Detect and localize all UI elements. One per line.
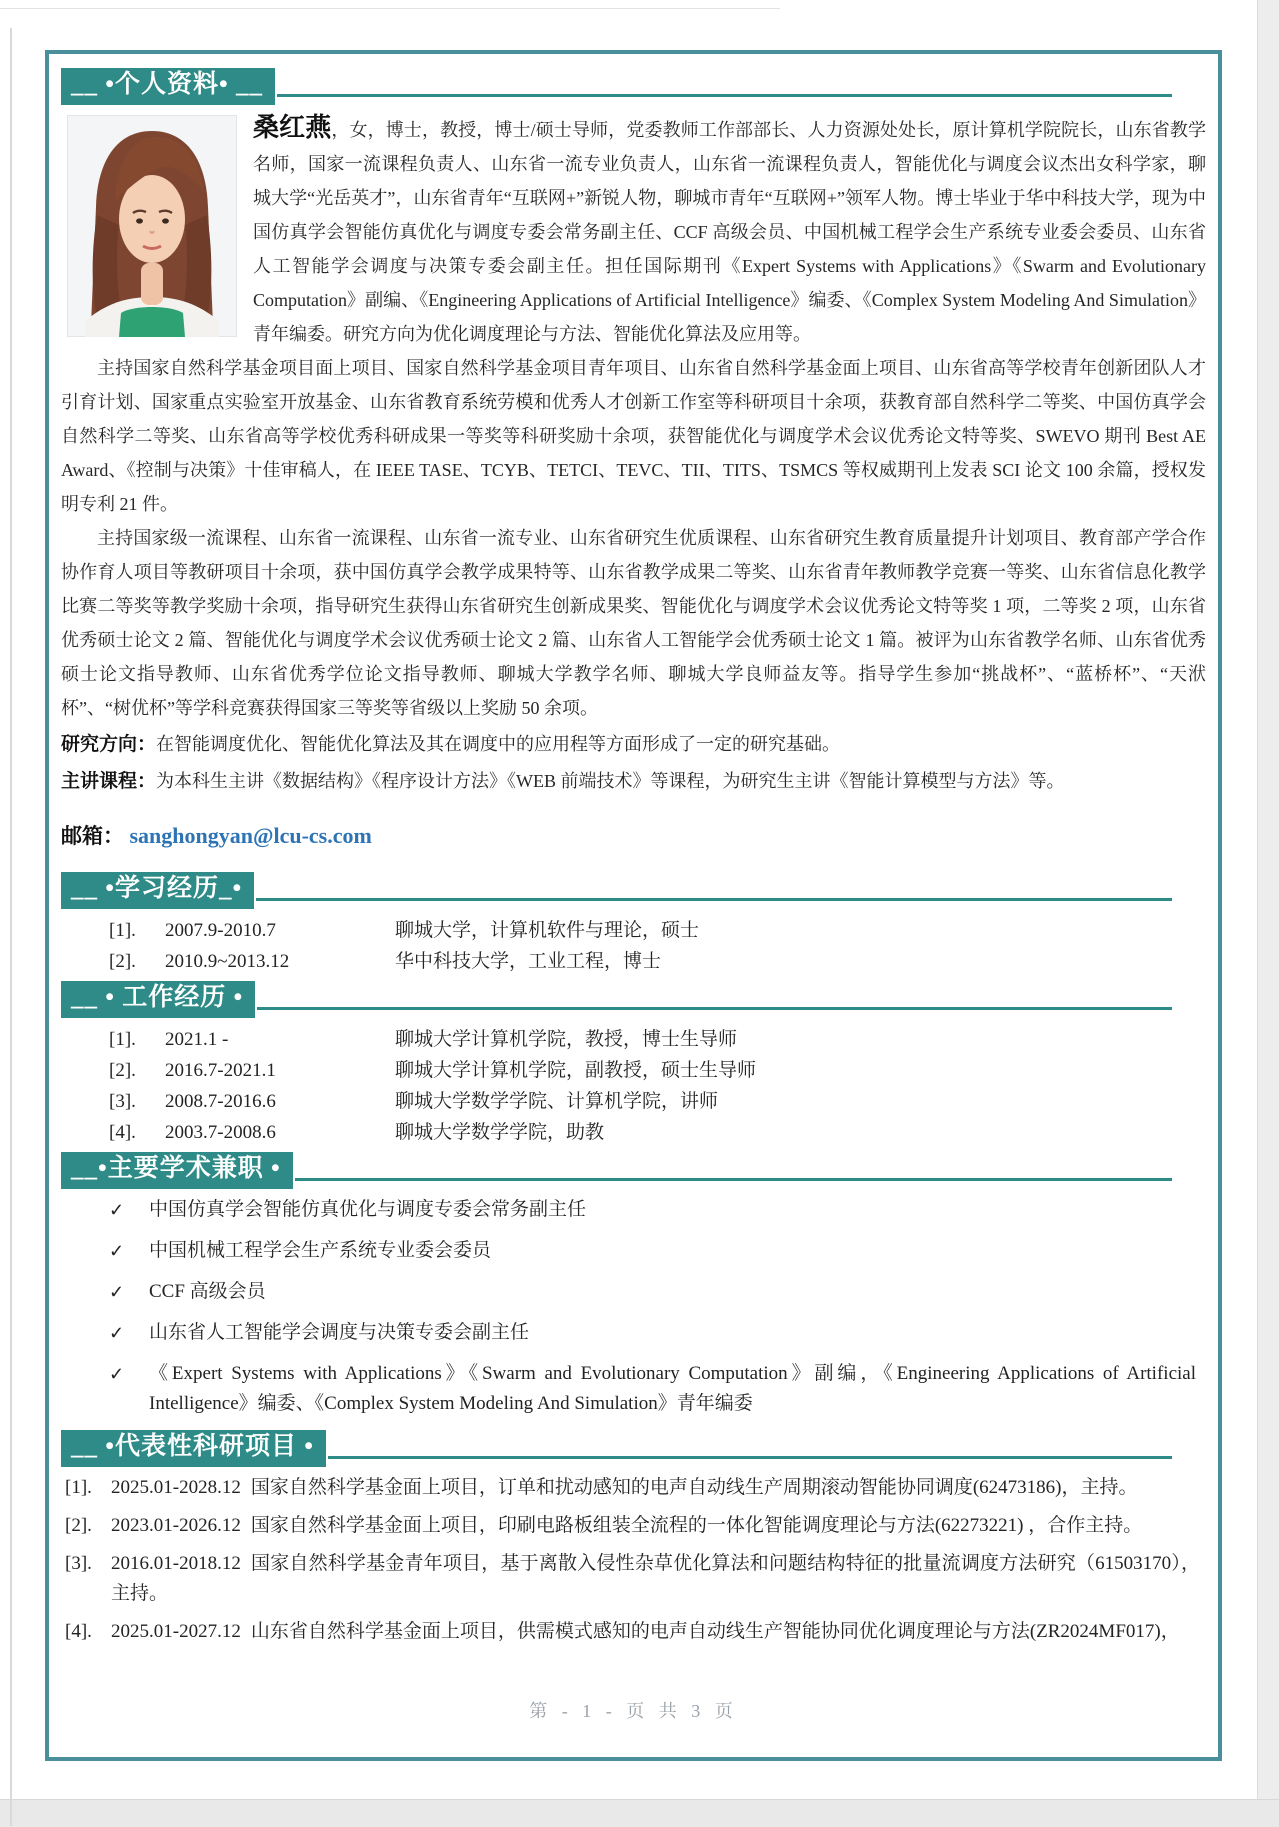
project-period: 2016.01-2018.12 (111, 1553, 241, 1574)
research-direction-text: 在智能调度优化、智能优化算法及其在调度中的应用程等方面形成了一定的研究基础。 (156, 734, 841, 754)
scan-edge-bottom (0, 1799, 1279, 1827)
section-header-profile (61, 68, 1206, 105)
section-rule-positions (295, 1178, 1172, 1181)
position-item (61, 1359, 1206, 1419)
row-detail: 聊城大学，计算机软件与理论，硕士 (395, 920, 700, 941)
row-number: [4]. (109, 1122, 136, 1143)
research-direction-line (61, 727, 1206, 762)
row-period: 2021.1 - (165, 1029, 229, 1050)
projects-list (61, 1473, 1206, 1647)
project-description: 国家自然科学基金面上项目，印刷电路板组装全流程的一体化智能调度理论与方法(62273221) ，合作主持。 (250, 1515, 1143, 1536)
section-rule-profile (277, 94, 1172, 97)
courses-line (61, 764, 1206, 799)
portrait-photo-placeholder (67, 115, 237, 337)
project-description: 国家自然科学基金青年项目，基于离散入侵性杂草优化算法和问题结构特征的批量流调度方法研究（61503170），主持。 (111, 1553, 1200, 1604)
education-list (61, 915, 1206, 977)
row-detail: 聊城大学计算机学院，副教授，硕士生导师 (395, 1060, 757, 1081)
position-item (61, 1195, 1206, 1225)
section-rule-work (257, 1007, 1172, 1010)
work-row (61, 1024, 1206, 1055)
project-number: [3]. (65, 1553, 92, 1574)
row-detail: 聊城大学计算机学院，教授，博士生导师 (395, 1029, 738, 1050)
position-item (61, 1277, 1206, 1307)
row-period: 2016.7-2021.1 (165, 1060, 276, 1081)
check-icon: ✓ (109, 1241, 125, 1261)
project-period: 2025.01-2027.12 (111, 1621, 241, 1642)
position-text: 中国机械工程学会生产系统专业委会委员 (149, 1240, 492, 1261)
section-header-projects (61, 1430, 1206, 1467)
work-list (61, 1024, 1206, 1148)
position-text: CCF 高级会员 (149, 1281, 266, 1302)
row-period: 2007.9-2010.7 (165, 920, 276, 941)
work-row (61, 1117, 1206, 1148)
row-number: [2]. (109, 951, 136, 972)
profile-intro-text: ，女，博士，教授，博士/硕士导师，党委教师工作部部长、人力资源处处长，原计算机学院院长，山东省教学名师，国家一流课程负责人、山东省一流专业负责人，山东省一流课程负责人，智能优化与调度会议杰出女科学家，聊城大学“光岳英才”，山东省青年“互联网+”新锐人物，聊城市青年“互联网+”领军人物。博士毕业于华中科技大学，现为中国仿真学会智能仿真优化与调度专委会常务副主任、CCF 高级会员、中国机械工程学会生产系统专业委会委员、山东省人工智能学会调度与决策专委会副主任。担任国际期刊《Expert Systems with Applications》《Swarm and Evolutionary Computation》副编、《Engineering Applications of Artificial Intelligence》编委、《Complex System Modeling And Simulation》青年编委。研究方向为优化调度理论与方法、智能优化算法及应用等。 (253, 120, 1206, 344)
row-period: 2008.7-2016.6 (165, 1091, 276, 1112)
row-number: [3]. (109, 1091, 136, 1112)
education-row (61, 946, 1206, 977)
section-rule-education (256, 898, 1172, 901)
section-header-education (61, 872, 1206, 909)
position-text: 《Expert Systems with Applications》《Swarm and Evolutionary Computation》副编，《Engineering Applications of Artificial Intelligence》编委、《Complex System Modeling And Simulation》青年编委 (149, 1363, 1196, 1414)
email-label: 邮箱： (61, 825, 124, 848)
email-link[interactable]: sanghongyan@lcu-cs.com (129, 823, 372, 848)
research-direction-label: 研究方向： (61, 734, 157, 755)
section-header-work (61, 981, 1206, 1018)
project-period: 2023.01-2026.12 (111, 1515, 241, 1536)
row-detail: 华中科技大学，工业工程，博士 (395, 951, 662, 972)
profile-teaching-achievements: 主持国家级一流课程、山东省一流课程、山东省一流专业、山东省研究生优质课程、山东省研究生教育质量提升计划项目、教育部产学合作协作育人项目等教研项目十余项，获中国仿真学会教学成果特等、山东省教学成果二等奖、山东省青年教师教学竞赛一等奖、山东省信息化教学比赛二等奖等教学奖励十余项，指导研究生获得山东省研究生创新成果奖、智能优化与调度学术会议优秀论文特等奖 1 项，二等奖 2 项，山东省优秀硕士论文 2 篇、智能优化与调度学术会议优秀硕士论文 2 篇、山东省人工智能学会优秀硕士论文 1 篇。被评为山东省教学名师、山东省优秀硕士论文指导教师、山东省优秀学位论文指导教师、聊城大学教学名师、聊城大学良师益友等。指导学生参加“挑战杯”、“蓝桥杯”、“天洑杯”、“树优杯”等学科竞赛获得国家三等奖等省级以上奖励 50 余项。 (61, 528, 1206, 718)
check-icon: ✓ (109, 1282, 125, 1302)
position-item (61, 1318, 1206, 1348)
row-number: [2]. (109, 1060, 136, 1081)
project-item (61, 1511, 1206, 1541)
position-item (61, 1236, 1206, 1266)
section-title-profile: __ •个人资料• __ (61, 68, 275, 105)
spacer (61, 852, 1206, 872)
section-rule-projects (328, 1456, 1172, 1459)
section-header-positions (61, 1152, 1206, 1189)
section-title-work: __ • 工作经历 • (61, 981, 255, 1018)
work-row (61, 1055, 1206, 1086)
position-text: 中国仿真学会智能仿真优化与调度专委会常务副主任 (149, 1199, 587, 1220)
section-title-projects: __ •代表性科研项目 • (61, 1430, 326, 1467)
check-icon: ✓ (109, 1200, 125, 1220)
project-item (61, 1473, 1206, 1503)
scan-edge-right (1257, 0, 1279, 1826)
person-name: 桑红燕 (253, 113, 332, 142)
scan-edge-top-line (0, 8, 780, 9)
row-number: [1]. (109, 920, 136, 941)
courses-text: 为本科生主讲《数据结构》《程序设计方法》《WEB 前端技术》等课程，为研究生主讲《智能计算模型与方法》等。 (156, 771, 1065, 791)
row-detail: 聊城大学数学学院，助教 (395, 1122, 605, 1143)
project-number: [2]. (65, 1515, 92, 1536)
project-description: 山东省自然科学基金面上项目，供需模式感知的电声自动线生产智能协同优化调度理论与方法(ZR2024MF017)， (250, 1621, 1180, 1642)
positions-list (61, 1195, 1206, 1419)
courses-label: 主讲课程： (61, 771, 157, 792)
project-description: 国家自然科学基金面上项目，订单和扰动感知的电声自动线生产周期滚动智能协同调度(62473186)，主持。 (250, 1477, 1138, 1498)
page-footer: 第 - 1 - 页 共 3 页 (529, 1701, 738, 1721)
row-period: 2010.9~2013.12 (165, 951, 290, 972)
project-number: [4]. (65, 1621, 92, 1642)
email-line (61, 821, 1206, 852)
work-row (61, 1086, 1206, 1117)
project-number: [1]. (65, 1477, 92, 1498)
row-number: [1]. (109, 1029, 136, 1050)
education-row (61, 915, 1206, 946)
page-frame (45, 50, 1222, 1761)
profile-photo (67, 115, 237, 337)
project-item (61, 1549, 1206, 1609)
position-text: 山东省人工智能学会调度与决策专委会副主任 (149, 1322, 530, 1343)
profile-research-achievements: 主持国家自然科学基金项目面上项目、国家自然科学基金项目青年项目、山东省自然科学基金面上项目、山东省高等学校青年创新团队人才引育计划、国家重点实验室开放基金、山东省教育系统劳模和优秀人才创新工作室等科研项目十余项，获教育部自然科学二等奖、中国仿真学会自然科学二等奖、山东省高等学校优秀科研成果一等奖等科研奖励十余项，获智能优化与调度学术会议优秀论文特等奖、SWEVO 期刊 Best AE Award、《控制与决策》十佳审稿人，在 IEEE TASE、TCYB、TETCI、TEVC、TII、TITS、TSMCS 等权威期刊上发表 SCI 论文 100 余篇，授权发明专利 21 件。 (61, 358, 1206, 514)
project-item (61, 1617, 1206, 1647)
check-icon: ✓ (109, 1323, 125, 1343)
section-title-education: __ •学习经历_• (61, 872, 254, 909)
scan-edge-left-line (10, 28, 12, 1826)
check-icon: ✓ (109, 1364, 125, 1384)
project-period: 2025.01-2028.12 (111, 1477, 241, 1498)
row-detail: 聊城大学数学学院、计算机学院，讲师 (395, 1091, 719, 1112)
profile-intro-paragraph (61, 111, 1206, 351)
section-title-positions: __•主要学术兼职 • (61, 1152, 293, 1189)
row-period: 2003.7-2008.6 (165, 1122, 276, 1143)
